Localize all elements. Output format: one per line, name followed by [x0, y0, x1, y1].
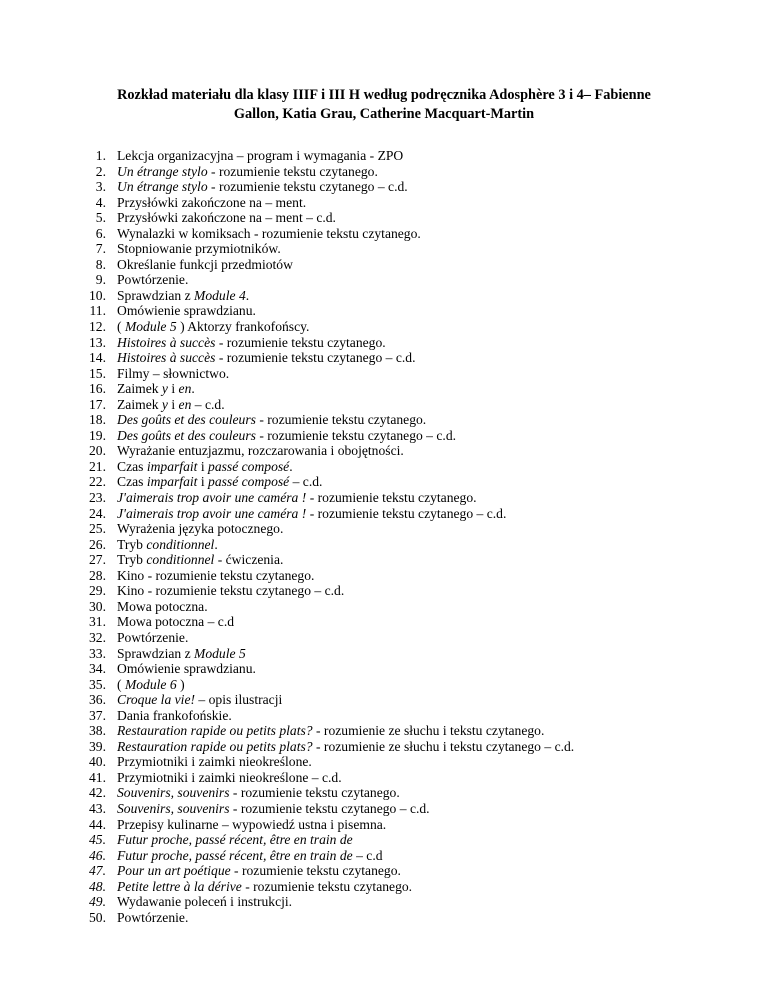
item-text: i [167, 396, 179, 412]
list-item [82, 335, 742, 351]
item-number: 25. [89, 521, 106, 537]
item-text-italic: Futur proche, passé récent, être en train de [117, 832, 353, 848]
item-text: - rozumienie ze słuchu i tekstu czytanego – c.d. [312, 738, 575, 754]
item-text: Przymiotniki i zaimki nieokreślone – c.d. [117, 769, 342, 785]
item-text: ( [117, 319, 125, 335]
list-item [82, 210, 742, 226]
list-item [82, 817, 742, 833]
item-text: – c.d. [191, 396, 225, 412]
item-number: 47. [89, 863, 106, 879]
item-text-italic: J'aimerais trop avoir une caméra ! [117, 505, 307, 521]
item-number: 3. [95, 179, 106, 195]
item-text: - ćwiczenia. [214, 552, 284, 568]
list-item [82, 723, 742, 739]
item-number: 31. [89, 614, 106, 630]
item-number: 27. [89, 552, 106, 568]
list-item [82, 568, 742, 584]
list-item [82, 397, 742, 413]
list-item [82, 428, 742, 444]
list-item [82, 459, 742, 475]
item-number: 41. [89, 769, 106, 785]
list-item [82, 879, 742, 895]
item-text: Tryb [117, 536, 147, 552]
item-text: . [245, 287, 250, 303]
item-number: 45. [89, 832, 106, 848]
item-text-italic: Un étrange stylo [117, 163, 208, 179]
item-number: 46. [89, 847, 106, 863]
list-item [82, 148, 742, 164]
item-number: 33. [89, 645, 106, 661]
lesson-list [82, 148, 742, 925]
item-number: 8. [95, 256, 106, 272]
list-item [82, 241, 742, 257]
item-text: Sprawdzian z [117, 645, 195, 661]
item-text-italic: Des goûts et des couleurs [117, 412, 256, 428]
list-item [82, 848, 742, 864]
item-text: - rozumienie tekstu czytanego. [255, 412, 427, 428]
item-text-italic: J'aimerais trop avoir une caméra ! [117, 490, 307, 506]
item-text-italic: Restauration rapide ou petits plats? [117, 738, 313, 754]
list-item [82, 801, 742, 817]
item-text: - rozumienie tekstu czytanego. [241, 878, 413, 894]
list-item [82, 164, 742, 180]
item-text: ) Aktorzy frankofońscy. [176, 319, 310, 335]
item-number: 24. [89, 505, 106, 521]
item-text-italic: passé composé [208, 458, 290, 474]
item-text: - rozumienie tekstu czytanego. [215, 334, 386, 350]
item-number: 35. [89, 676, 106, 692]
item-number: 17. [89, 396, 106, 412]
item-text: Wynalazki w komiksach - rozumienie tekstu czytanego. [117, 225, 421, 241]
item-text: - rozumienie tekstu czytanego. [207, 163, 378, 179]
list-item [82, 863, 742, 879]
item-text: Wydawanie poleceń i instrukcji. [117, 894, 293, 910]
item-number: 10. [89, 287, 106, 303]
item-number: 18. [89, 412, 106, 428]
list-item [82, 661, 742, 677]
list-item [82, 350, 742, 366]
item-text: Przysłówki zakończone na – ment – c.d. [117, 210, 336, 226]
list-item [82, 770, 742, 786]
item-text: Omówienie sprawdzianu. [117, 661, 256, 677]
list-item [82, 179, 742, 195]
item-text-italic: Petite lettre à la dérive [117, 878, 242, 894]
item-text: i [167, 381, 179, 397]
item-number: 34. [89, 661, 106, 677]
item-text: - rozumienie tekstu czytanego – c.d. [306, 505, 507, 521]
item-text: - rozumienie tekstu czytanego. [230, 863, 401, 879]
item-text: - rozumienie tekstu czytanego. [229, 785, 400, 801]
item-number: 22. [89, 474, 106, 490]
item-text: Mowa potoczna – c.d [117, 614, 235, 630]
list-item [82, 599, 742, 615]
item-text-italic: Souvenirs, souvenirs [117, 785, 230, 801]
item-text-italic: en [178, 381, 192, 397]
list-item [82, 381, 742, 397]
item-number: 20. [89, 443, 106, 459]
item-number: 49. [89, 894, 106, 910]
item-text: Powtórzenie. [117, 272, 189, 288]
document-title [60, 86, 708, 124]
item-text: Powtórzenie. [117, 909, 189, 925]
item-text-italic: Module 5 [194, 645, 246, 661]
item-text: Czas [117, 458, 147, 474]
item-number: 14. [89, 350, 106, 366]
item-number: 9. [95, 272, 106, 288]
item-number: 48. [89, 878, 106, 894]
list-item [82, 226, 742, 242]
item-number: 1. [95, 148, 106, 163]
item-text: - rozumienie tekstu czytanego – c.d. [229, 800, 430, 816]
item-number: 39. [89, 738, 106, 754]
item-text: - rozumienie tekstu czytanego. [306, 490, 477, 506]
item-text-italic: Croque la vie! [117, 692, 196, 708]
list-item [82, 832, 742, 848]
item-number: 13. [89, 334, 106, 350]
item-text: – c.d [352, 847, 383, 863]
item-text: i [197, 458, 209, 474]
item-text: Czas [117, 474, 147, 490]
list-item [82, 257, 742, 273]
list-item [82, 319, 742, 335]
item-number: 5. [95, 210, 106, 226]
item-text-italic: Histoires à succès [117, 334, 216, 350]
item-text-italic: imparfait [146, 458, 198, 474]
item-text: Wyrażanie entuzjazmu, rozczarowania i obojętności. [117, 443, 404, 459]
item-text: – c.d. [289, 474, 323, 490]
item-number: 32. [89, 629, 106, 645]
list-item [82, 288, 742, 304]
item-text-italic: en [178, 396, 192, 412]
title-line-2: Gallon, Katia Grau, Catherine Macquart-Martin [233, 106, 535, 122]
item-number: 38. [89, 723, 106, 739]
list-item [82, 910, 742, 926]
item-text: i [197, 474, 209, 490]
list-item [82, 443, 742, 459]
item-text: - rozumienie ze słuchu i tekstu czytanego. [312, 723, 545, 739]
item-text: Przysłówki zakończone na – ment. [117, 194, 307, 210]
item-number: 7. [95, 241, 106, 257]
item-text-italic: Des goûts et des couleurs [117, 427, 256, 443]
list-item [82, 537, 742, 553]
list-item [82, 412, 742, 428]
item-text: Dania frankofońskie. [117, 707, 232, 723]
item-text-italic: Souvenirs, souvenirs [117, 800, 230, 816]
item-text: Omówienie sprawdzianu. [117, 303, 256, 319]
item-number: 23. [89, 490, 106, 506]
item-text: Określanie funkcji przedmiotów [117, 256, 293, 272]
list-item [82, 677, 742, 693]
item-number: 50. [89, 909, 106, 925]
item-text: Sprawdzian z [117, 287, 195, 303]
item-number: 12. [89, 319, 106, 335]
item-number: 11. [89, 303, 106, 319]
item-text-italic: Restauration rapide ou petits plats? [117, 723, 313, 739]
list-item [82, 521, 742, 537]
item-number: 30. [89, 598, 106, 614]
item-text: Wyrażenia języka potocznego. [117, 521, 284, 537]
list-item [82, 754, 742, 770]
item-text-italic: Pour un art poétique [117, 863, 231, 879]
item-text: ( [117, 676, 125, 692]
list-item [82, 692, 742, 708]
item-text: Kino - rozumienie tekstu czytanego. [117, 567, 315, 583]
list-item [82, 646, 742, 662]
item-number: 26. [89, 536, 106, 552]
list-item [82, 708, 742, 724]
item-text-italic: conditionnel [146, 552, 215, 568]
list-item [82, 614, 742, 630]
item-text-italic: Futur proche, passé récent, être en train de [117, 847, 353, 863]
item-number: 42. [89, 785, 106, 801]
list-item [82, 474, 742, 490]
item-text: Powtórzenie. [117, 629, 189, 645]
item-text: Zaimek [117, 381, 162, 397]
item-number: 16. [89, 381, 106, 397]
item-text: Zaimek [117, 396, 162, 412]
list-item [82, 630, 742, 646]
item-text: - rozumienie tekstu czytanego – c.d. [255, 427, 457, 443]
item-text-italic: conditionnel [146, 536, 215, 552]
item-text: Stopniowanie przymiotników. [117, 241, 281, 257]
item-text: - rozumienie tekstu czytanego – c.d. [207, 179, 408, 195]
item-number: 43. [89, 800, 106, 816]
item-text: Przepisy kulinarne – wypowiedź ustna i pisemna. [117, 816, 387, 832]
list-item [82, 583, 742, 599]
item-number: 29. [89, 583, 106, 599]
title-line-1: Rozkład materiału dla klasy IIIF i III H według podręcznika Adosphère 3 i 4– Fabienne [117, 87, 651, 103]
item-text-italic: Un étrange stylo [117, 179, 208, 195]
item-text: Kino - rozumienie tekstu czytanego – c.d. [117, 583, 345, 599]
item-number: 44. [89, 816, 106, 832]
item-text-italic: y [161, 396, 168, 412]
list-item [82, 552, 742, 568]
item-text: Filmy – słownictwo. [117, 365, 230, 381]
item-text: - rozumienie tekstu czytanego – c.d. [215, 350, 416, 366]
list-item [82, 303, 742, 319]
item-text: ) [176, 676, 185, 692]
item-text-italic: y [161, 381, 168, 397]
item-text: Przymiotniki i zaimki nieokreślone. [117, 754, 312, 770]
item-text: . [191, 381, 195, 397]
item-text: . [289, 458, 293, 474]
item-text-italic: Module 5 [124, 319, 177, 335]
item-number: 21. [89, 458, 106, 474]
item-number: 37. [89, 707, 106, 723]
list-item [82, 490, 742, 506]
item-number: 40. [89, 754, 106, 770]
item-text-italic: Histoires à succès [117, 350, 216, 366]
list-item [82, 894, 742, 910]
list-item [82, 785, 742, 801]
item-text-italic: Module 4 [194, 287, 246, 303]
item-text: – opis ilustracji [195, 692, 283, 708]
item-text: Lekcja organizacyjna – program i wymagania - ZPO [117, 148, 404, 163]
item-number: 15. [89, 365, 106, 381]
item-number: 36. [89, 692, 106, 708]
list-item [82, 506, 742, 522]
list-item [82, 195, 742, 211]
item-number: 6. [95, 225, 106, 241]
item-text-italic: imparfait [146, 474, 198, 490]
item-number: 4. [95, 194, 106, 210]
item-text-italic: Module 6 [124, 676, 177, 692]
item-number: 28. [89, 567, 106, 583]
item-number: 2. [95, 163, 106, 179]
list-item [82, 366, 742, 382]
list-item [82, 272, 742, 288]
item-text-italic: passé composé [208, 474, 290, 490]
item-text: Tryb [117, 552, 147, 568]
item-text: . [214, 536, 218, 552]
item-number: 19. [89, 427, 106, 443]
item-text: Mowa potoczna. [117, 598, 208, 614]
list-item [82, 739, 742, 755]
